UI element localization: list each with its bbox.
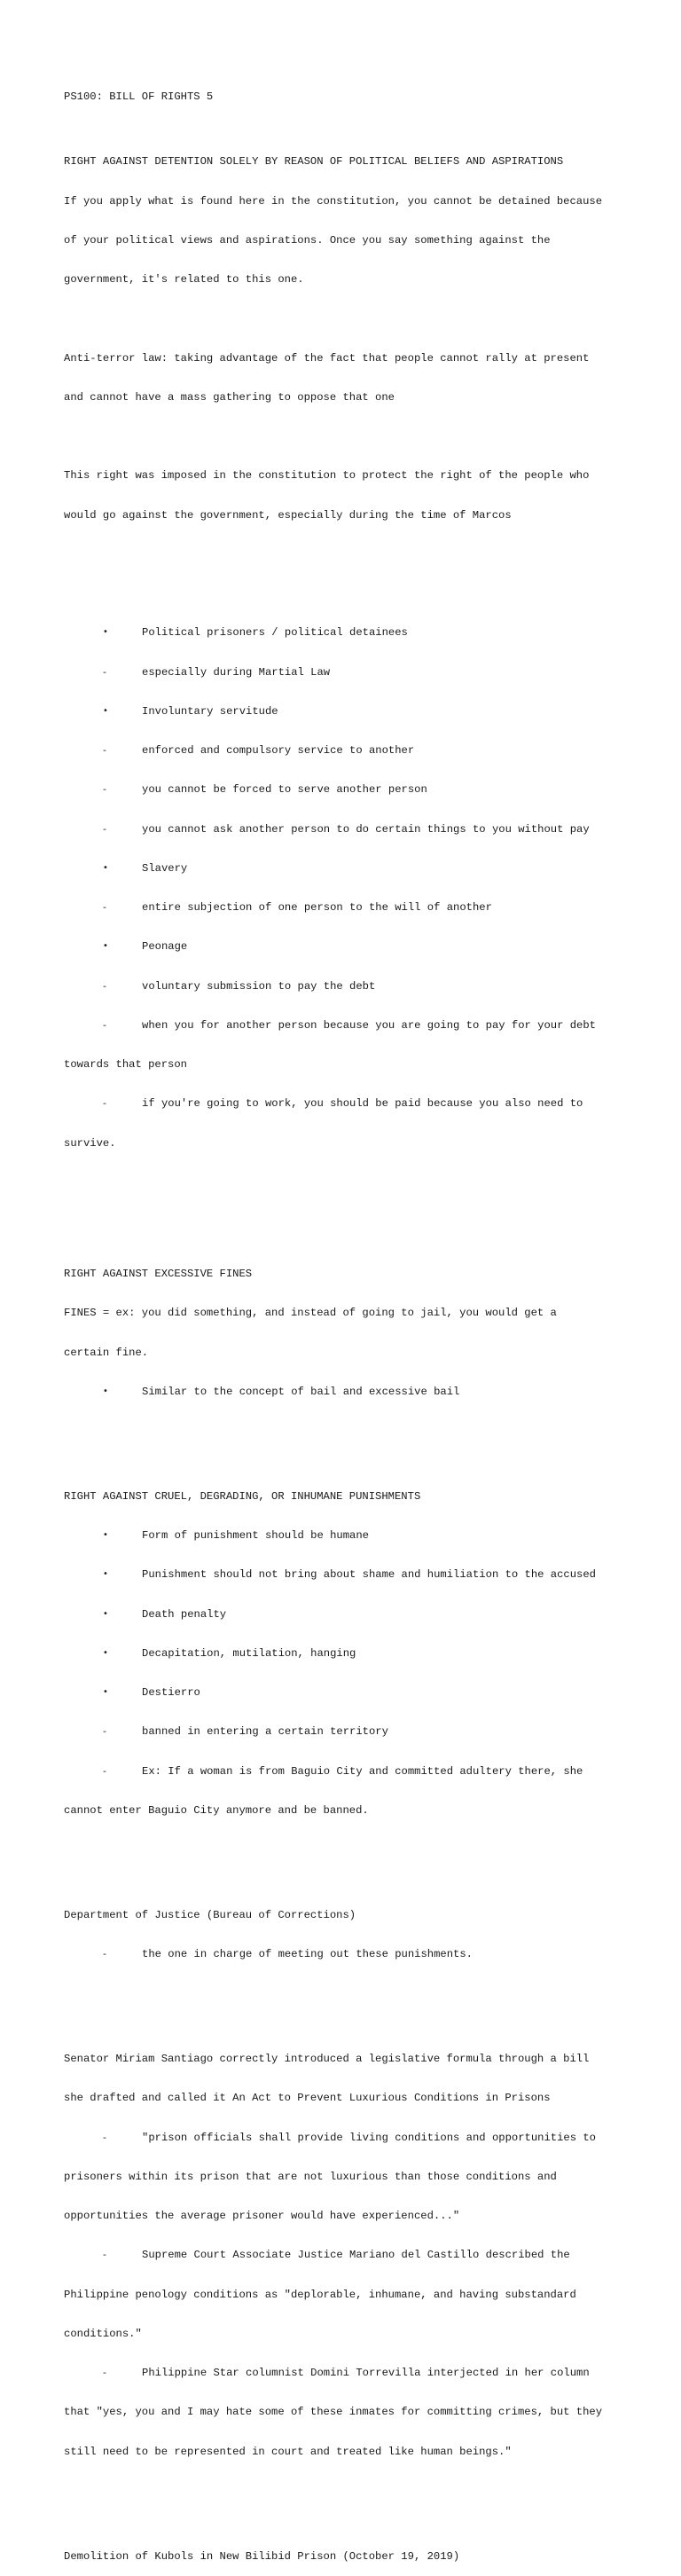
- document-title: PS100: BILL OF RIGHTS 5: [64, 90, 214, 103]
- bullet-marker: •: [103, 705, 108, 716]
- bullet-marker: •: [103, 941, 108, 952]
- list-item: - you cannot ask another person to do certain things to you without pay: [103, 822, 590, 836]
- list-item: • Decapitation, mutilation, hanging: [103, 1646, 356, 1660]
- list-item: - Ex: If a woman is from Baguio City and committed adultery there, she: [103, 1764, 583, 1778]
- bullet-marker: •: [103, 1647, 108, 1658]
- list-item: - entire subjection of one person to the will of another: [103, 901, 492, 914]
- list-item: • Involuntary servitude: [103, 704, 278, 718]
- list-item: - Philippine Star columnist Domini Torrevilla interjected in her column: [103, 2367, 590, 2379]
- paragraph-line: certain fine.: [64, 1346, 149, 1359]
- dash-marker: -: [103, 2367, 106, 2378]
- section-heading-cruel-punishments: RIGHT AGAINST CRUEL, DEGRADING, OR INHUMANE PUNISHMENTS: [64, 1489, 421, 1503]
- section-heading-political-beliefs: RIGHT AGAINST DETENTION SOLELY BY REASON OF POLITICAL BELIEFS AND ASPIRATIONS: [64, 155, 564, 169]
- paragraph-line: FINES = ex: you did something, and instead of going to jail, you would get a: [64, 1307, 557, 1320]
- dash-marker: -: [103, 2131, 106, 2143]
- list-item: • Death penalty: [103, 1607, 227, 1621]
- paragraph-line: Demolition of Kubols in New Bilibid Prison (October 19, 2019): [64, 2549, 460, 2563]
- paragraph-line: would go against the government, especially during the time of Marcos: [64, 508, 512, 522]
- dash-marker: -: [103, 979, 106, 992]
- bullet-marker: •: [103, 862, 108, 873]
- list-item-continuation: Philippine penology conditions as "deplorable, inhumane, and having substandard: [64, 2288, 576, 2301]
- dash-marker: -: [103, 744, 106, 756]
- dash-marker: -: [103, 901, 106, 913]
- paragraph-line: If you apply what is found here in the constitution, you cannot be detained because: [64, 194, 603, 208]
- paragraph-line: of your political views and aspirations. Once you say something against the: [64, 233, 551, 247]
- section-heading-doj: Department of Justice (Bureau of Corrections): [64, 1908, 356, 1921]
- list-item-continuation: opportunities the average prisoner would have experienced...": [64, 2210, 460, 2222]
- list-item: - you cannot be forced to serve another person: [103, 783, 427, 797]
- dash-marker: -: [103, 1018, 106, 1031]
- bullet-marker: •: [103, 627, 108, 638]
- list-item: - especially during Martial Law: [103, 665, 331, 679]
- list-item-continuation: towards that person: [64, 1058, 187, 1071]
- list-item: • Destierro: [103, 1686, 200, 1699]
- paragraph-line: she drafted and called it An Act to Prevent Luxurious Conditions in Prisons: [64, 2092, 551, 2105]
- bullet-marker: •: [103, 1569, 108, 1580]
- list-item-continuation: survive.: [64, 1136, 116, 1150]
- list-item: - Supreme Court Associate Justice Mariano del Castillo described the: [103, 2249, 570, 2262]
- list-item: • Punishment should not bring about shame and humiliation to the accused: [103, 1568, 596, 1582]
- list-item: • Political prisoners / political detainees: [103, 626, 408, 640]
- list-item: - when you for another person because you are going to pay for your debt: [103, 1018, 596, 1032]
- list-item-continuation: cannot enter Baguio City anymore and be banned.: [64, 1803, 369, 1817]
- list-item: - voluntary submission to pay the debt: [103, 979, 376, 993]
- dash-marker: -: [103, 2249, 106, 2261]
- bullet-marker: •: [103, 1530, 108, 1540]
- dash-marker: -: [103, 1764, 106, 1777]
- list-item: - "prison officials shall provide living conditions and opportunities to: [103, 2131, 596, 2144]
- list-political-detention: [64, 601, 631, 1176]
- dash-marker: -: [103, 1725, 106, 1738]
- list-item: - if you're going to work, you should be paid because you also need to: [103, 1097, 583, 1111]
- paragraph-line: government, it's related to this one.: [64, 273, 304, 286]
- section-heading-excessive-fines: RIGHT AGAINST EXCESSIVE FINES: [64, 1268, 253, 1280]
- bullet-marker: •: [103, 1386, 108, 1396]
- list-item: - enforced and compulsory service to another: [103, 744, 415, 757]
- dash-marker: -: [103, 783, 106, 796]
- list-item: • Similar to the concept of bail and excessive bail: [103, 1385, 460, 1398]
- list-item: • Slavery: [103, 861, 188, 875]
- document-page: [64, 64, 631, 2576]
- bullet-marker: •: [103, 1687, 108, 1697]
- dash-marker: -: [103, 822, 106, 835]
- dash-marker: -: [103, 1948, 106, 1959]
- list-item: • Peonage: [103, 940, 188, 954]
- list-item: - banned in entering a certain territory: [103, 1725, 388, 1739]
- list-item-continuation: prisoners within its prison that are not luxurious than those conditions and: [64, 2170, 557, 2183]
- dash-marker: -: [103, 665, 106, 678]
- paragraph-line: This right was imposed in the constitution to protect the right of the people who: [64, 469, 590, 483]
- list-item-continuation: conditions.": [64, 2327, 142, 2340]
- paragraph-line: and cannot have a mass gathering to oppose that one: [64, 390, 395, 404]
- list-item: - the one in charge of meeting out these punishments.: [103, 1948, 473, 1960]
- list-item-continuation: that "yes, you and I may hate some of these inmates for committing crimes, but they: [64, 2406, 603, 2419]
- paragraph-line: Anti-terror law: taking advantage of the fact that people cannot rally at present: [64, 351, 590, 365]
- dash-marker: -: [103, 1097, 106, 1110]
- bullet-marker: •: [103, 1608, 108, 1619]
- paragraph-line: Senator Miriam Santiago correctly introduced a legislative formula through a bill: [64, 2053, 590, 2065]
- list-item: • Form of punishment should be humane: [103, 1529, 369, 1542]
- list-item-continuation: still need to be represented in court and treated like human beings.": [64, 2445, 512, 2458]
